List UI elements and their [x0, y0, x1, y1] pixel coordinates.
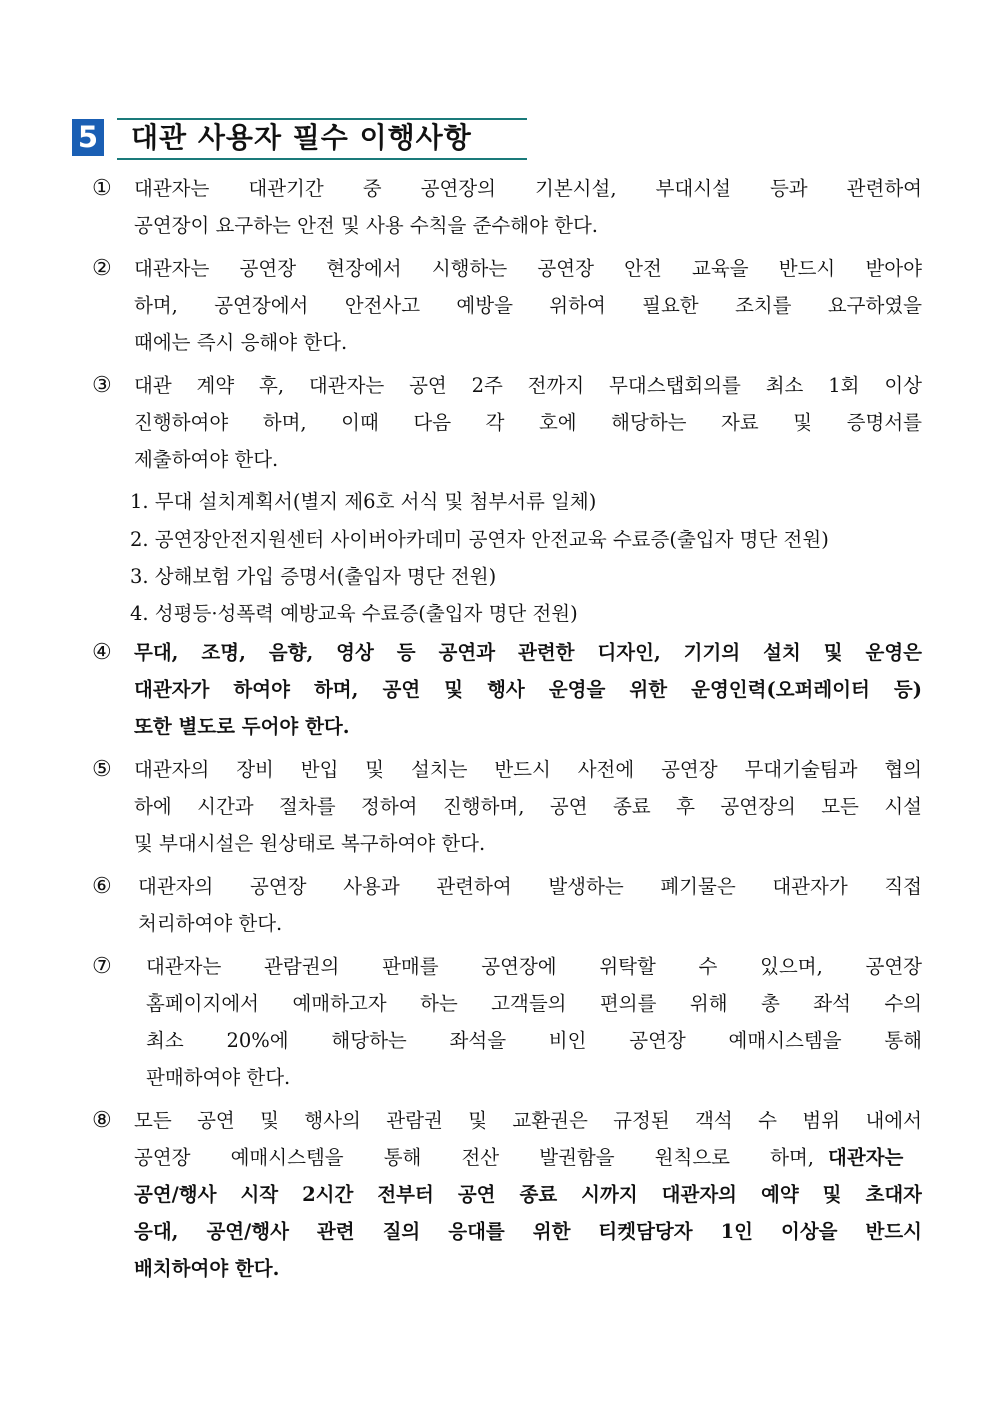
item-line: 대관 계약 후, 대관자는 공연 2주 전까지 무대스탭회의를 최소 1회 이상 [134, 374, 922, 397]
item-number: ⑥ [92, 874, 112, 899]
item-line: 대관자는 관람권의 판매를 공연장에 위탁할 수 있으며, 공연장 [146, 955, 922, 978]
item-line: 또한 별도로 두어야 한다. [134, 715, 350, 738]
section-title: 대관 사용자 필수 이행사항 [131, 121, 472, 154]
item-line: 제출하여야 한다. [134, 448, 279, 471]
item-number: ⑧ [92, 1108, 112, 1133]
item-number: ① [92, 176, 112, 201]
item-line: 및 부대시설은 원상태로 복구하여야 한다. [134, 832, 486, 855]
sub-item: 2. 공연장안전지원센터 사이버아카데미 공연자 안전교육 수료증(출입자 명단 전원) [130, 528, 829, 551]
sub-item: 1. 무대 설치계획서(별지 제6호 서식 및 첨부서류 일체) [130, 490, 597, 513]
item-line: 진행하여야 하며, 이때 다음 각 호에 해당하는 자료 및 증명서를 [134, 411, 922, 434]
item-number: ⑤ [92, 757, 112, 782]
item-line: 모든 공연 및 행사의 관람권 및 교환권은 규정된 객석 수 범위 내에서 [134, 1109, 922, 1132]
item-line: 대관자의 장비 반입 및 설치는 반드시 사전에 공연장 무대기술팀과 협의 [134, 758, 922, 781]
item-line: 처리하여야 한다. [138, 912, 283, 935]
item-number: ② [92, 256, 112, 281]
item-line: 대관자의 공연장 사용과 관련하여 발생하는 폐기물은 대관자가 직접 [138, 875, 922, 898]
item-line: 대관자는 대관기간 중 공연장의 기본시설, 부대시설 등과 관련하여 [134, 177, 922, 200]
item-line: 하며, 공연장에서 안전사고 예방을 위하여 필요한 조치를 요구하였을 [134, 294, 922, 317]
item-line: 때에는 즉시 응해야 한다. [134, 331, 348, 354]
item-line: 판매하여야 한다. [146, 1066, 291, 1089]
item-line-bold: 대관자는 [828, 1146, 904, 1169]
sub-item: 3. 상해보험 가입 증명서(출입자 명단 전원) [130, 565, 497, 588]
section-header [72, 118, 528, 158]
item-line: 공연장이 요구하는 안전 및 사용 수칙을 준수해야 한다. [134, 214, 599, 237]
section-number: 5 [72, 119, 104, 156]
item-line: 홈페이지에서 예매하고자 하는 고객들의 편의를 위해 총 좌석 수의 [146, 992, 922, 1015]
item-line: 대관자가 하여야 하며, 공연 및 행사 운영을 위한 운영인력(오퍼레이터 등) [134, 678, 922, 701]
item-line: 하에 시간과 절차를 정하여 진행하며, 공연 종료 후 공연장의 모든 시설 [134, 795, 922, 818]
item-line: 공연장 예매시스템을 통해 전산 발권함을 원칙으로 하며, [134, 1146, 814, 1169]
item-line: 최소 20%에 해당하는 좌석을 비인 공연장 예매시스템을 통해 [146, 1029, 922, 1052]
item-number: ⑦ [92, 954, 112, 979]
item-line: 무대, 조명, 음향, 영상 등 공연과 관련한 디자인, 기기의 설치 및 운영은 [134, 641, 922, 664]
item-number: ④ [92, 640, 112, 665]
section-title-frame [117, 118, 527, 160]
item-line: 응대, 공연/행사 관련 질의 응대를 위한 티켓담당자 1인 이상을 반드시 [134, 1220, 922, 1243]
item-number: ③ [92, 373, 112, 398]
item-line: 배치하여야 한다. [134, 1257, 280, 1280]
item-line: 공연/행사 시작 2시간 전부터 공연 종료 시까지 대관자의 예약 및 초대자 [134, 1183, 922, 1206]
item-line: 대관자는 공연장 현장에서 시행하는 공연장 안전 교육을 반드시 받아야 [134, 257, 922, 280]
sub-item: 4. 성평등·성폭력 예방교육 수료증(출입자 명단 전원) [130, 602, 578, 625]
